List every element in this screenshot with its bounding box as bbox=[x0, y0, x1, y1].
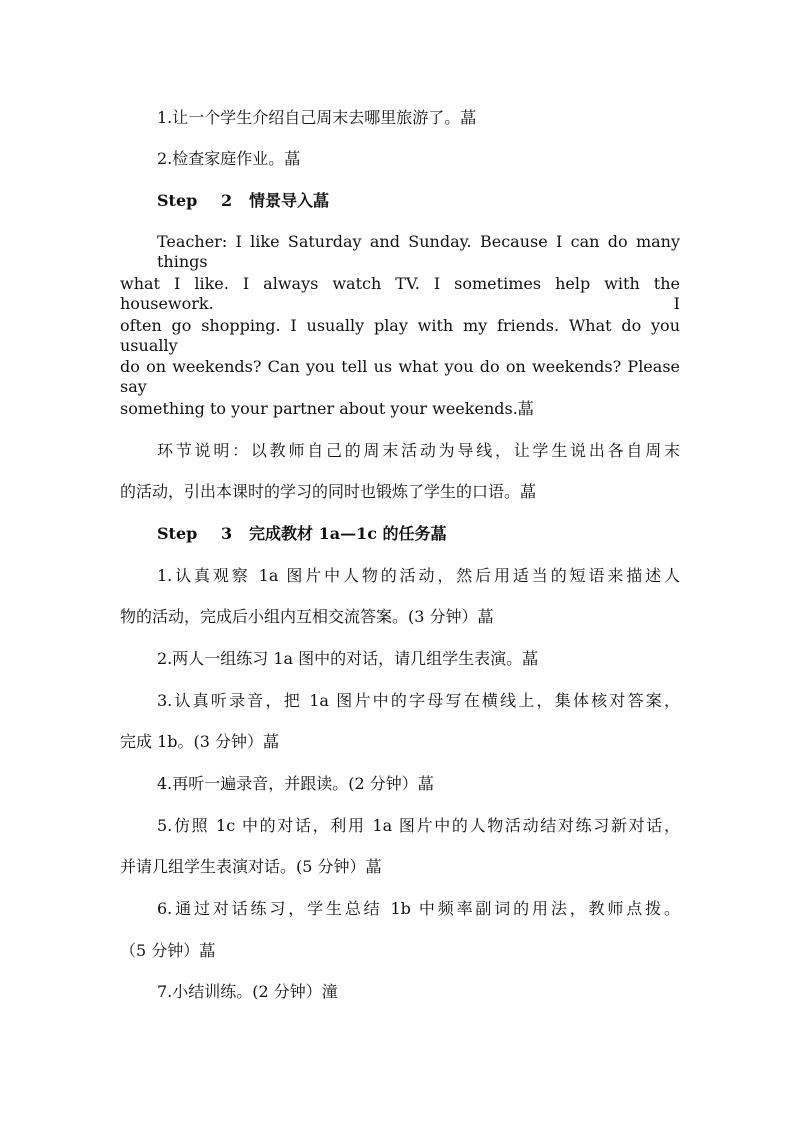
text-line: 4.再听一遍录音，并跟读。(2 分钟）蕌 bbox=[157, 774, 434, 793]
text-line: 1.让一个学生介绍自己周末去哪里旅游了。蕌 bbox=[157, 108, 477, 127]
text-line: 物的活动，完成后小组内互相交流答案。(3 分钟）蕌 bbox=[120, 607, 494, 626]
text-line: 的活动，引出本课时的学习的同时也锻炼了学生的口语。蕌 bbox=[120, 482, 537, 501]
text-line: 7.小结训练。(2 分钟）潼 bbox=[157, 982, 338, 1001]
text-line: what I like. I always watch TV. I sometimes help with the housework. I bbox=[120, 274, 680, 313]
text-line: Teacher: I like Saturday and Sunday. Because I can do many things bbox=[157, 232, 680, 271]
step-2-heading bbox=[157, 191, 680, 211]
step-number: 2 bbox=[221, 191, 233, 210]
text-line: do on weekends? Can you tell us what you do on weekends? Please say bbox=[120, 357, 680, 396]
text-line: 环节说明：以教师自己的周末活动为导线，让学生说出各自周末 bbox=[157, 441, 680, 460]
step-title: 完成教材 1a—1c 的任务蕌 bbox=[249, 524, 447, 543]
text-line: 1.认真观察 1a 图片中人物的活动，然后用适当的短语来描述人 bbox=[157, 566, 680, 585]
text-line: 并请几组学生表演对话。(5 分钟）蕌 bbox=[120, 857, 382, 876]
text-line: 3.认真听录音，把 1a 图片中的字母写在横线上，集体核对答案， bbox=[157, 691, 680, 710]
text-line: 2.两人一组练习 1a 图中的对话，请几组学生表演。蕌 bbox=[157, 649, 539, 668]
text-line: 6.通过对话练习，学生总结 1b 中频率副词的用法，教师点拨。 bbox=[157, 899, 680, 918]
text-line: 5.仿照 1c 中的对话，利用 1a 图片中的人物活动结对练习新对话， bbox=[157, 816, 680, 835]
step-title: 情景导入蕌 bbox=[249, 191, 330, 210]
text-line: （5 分钟）蕌 bbox=[120, 941, 216, 960]
text-line: 完成 1b。(3 分钟）蕌 bbox=[120, 732, 280, 751]
step-number: 3 bbox=[221, 524, 233, 543]
step-word: Step bbox=[157, 524, 198, 543]
step-3-heading bbox=[157, 524, 680, 544]
text-line: often go shopping. I usually play with my friends. What do you usually bbox=[120, 316, 680, 355]
text-line: 2.检查家庭作业。蕌 bbox=[157, 149, 301, 168]
text-line: something to your partner about your weekends.蕌 bbox=[120, 399, 534, 418]
step-word: Step bbox=[157, 191, 198, 210]
